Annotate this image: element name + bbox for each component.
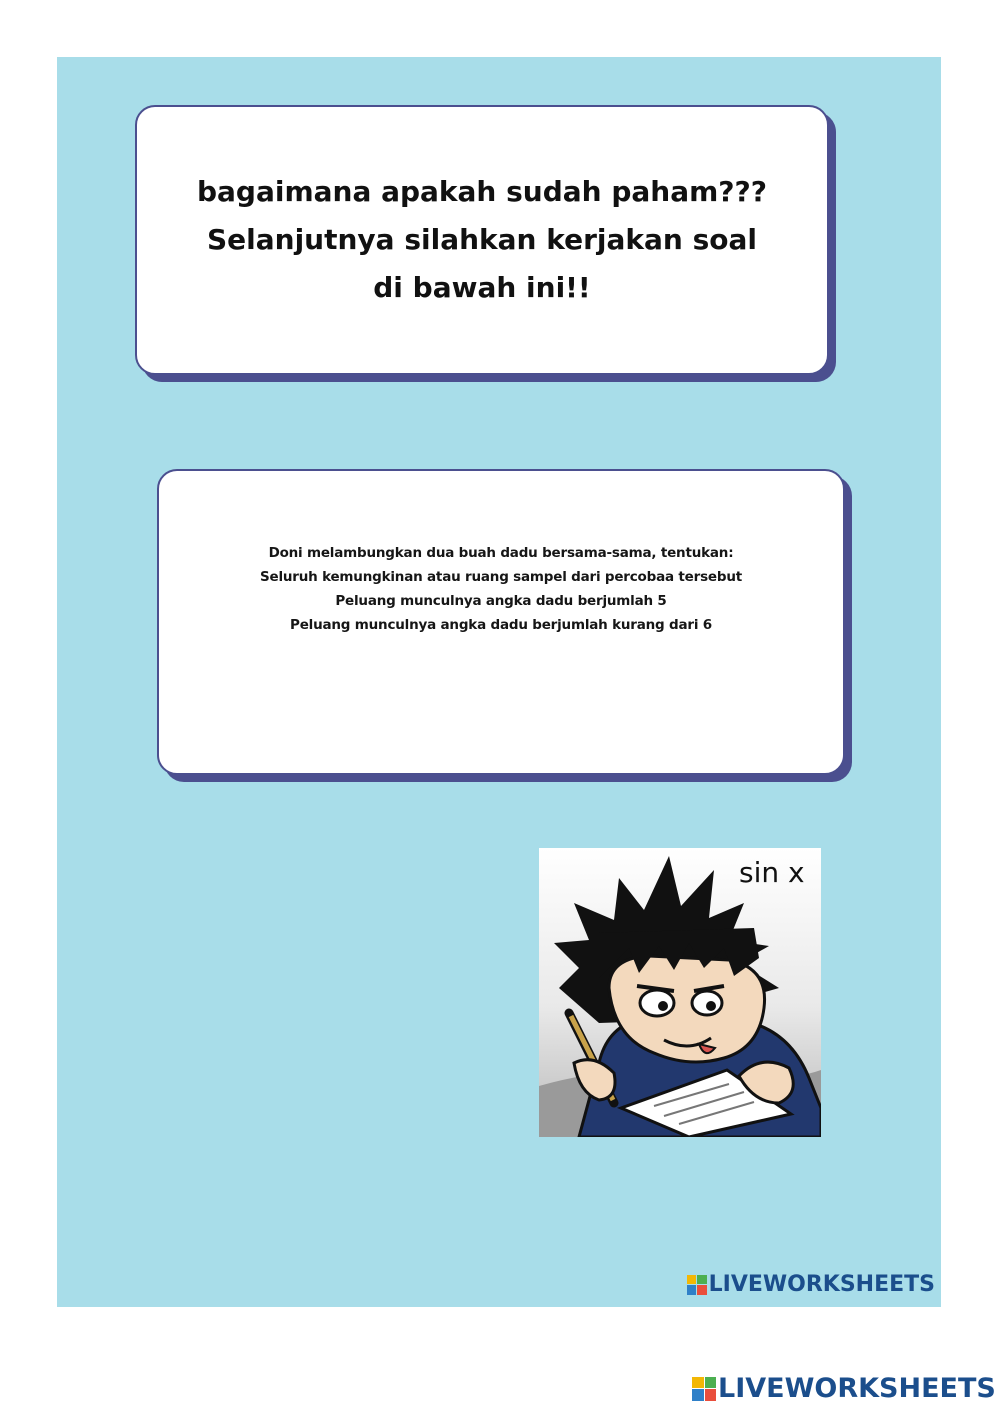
question-line-1: Doni melambungkan dua buah dadu bersama-sama, tentukan: (268, 545, 734, 561)
brand-watermark-inner (687, 1272, 935, 1297)
math-caption: sin x (739, 856, 805, 889)
brand-name: LIVEWORKSHEETS (708, 1272, 935, 1297)
heading-text (197, 168, 767, 312)
heading-line-2: Selanjutnya silahkan kerjakan soal (207, 223, 757, 256)
brand-logo-icon (692, 1377, 716, 1401)
question-line-2: Seluruh kemungkinan atau ruang sampel dari percobaa tersebut (259, 569, 743, 585)
heading-card (135, 105, 829, 375)
question-line-3: Peluang munculnya angka dadu berjumlah 5 (335, 593, 667, 609)
boy-writing-illustration (539, 848, 821, 1137)
boy-writing-icon (539, 848, 821, 1137)
worksheet-page (57, 57, 941, 1307)
question-card (157, 469, 845, 775)
question-text (260, 541, 742, 637)
question-line-4: Peluang munculnya angka dadu berjumlah kurang dari 6 (290, 617, 712, 633)
brand-name: LIVEWORKSHEETS (718, 1373, 996, 1404)
heading-line-3: di bawah ini!! (373, 271, 591, 304)
brand-logo-icon (687, 1275, 707, 1295)
heading-line-1: bagaimana apakah sudah paham??? (196, 175, 768, 208)
brand-watermark-footer (692, 1373, 996, 1404)
